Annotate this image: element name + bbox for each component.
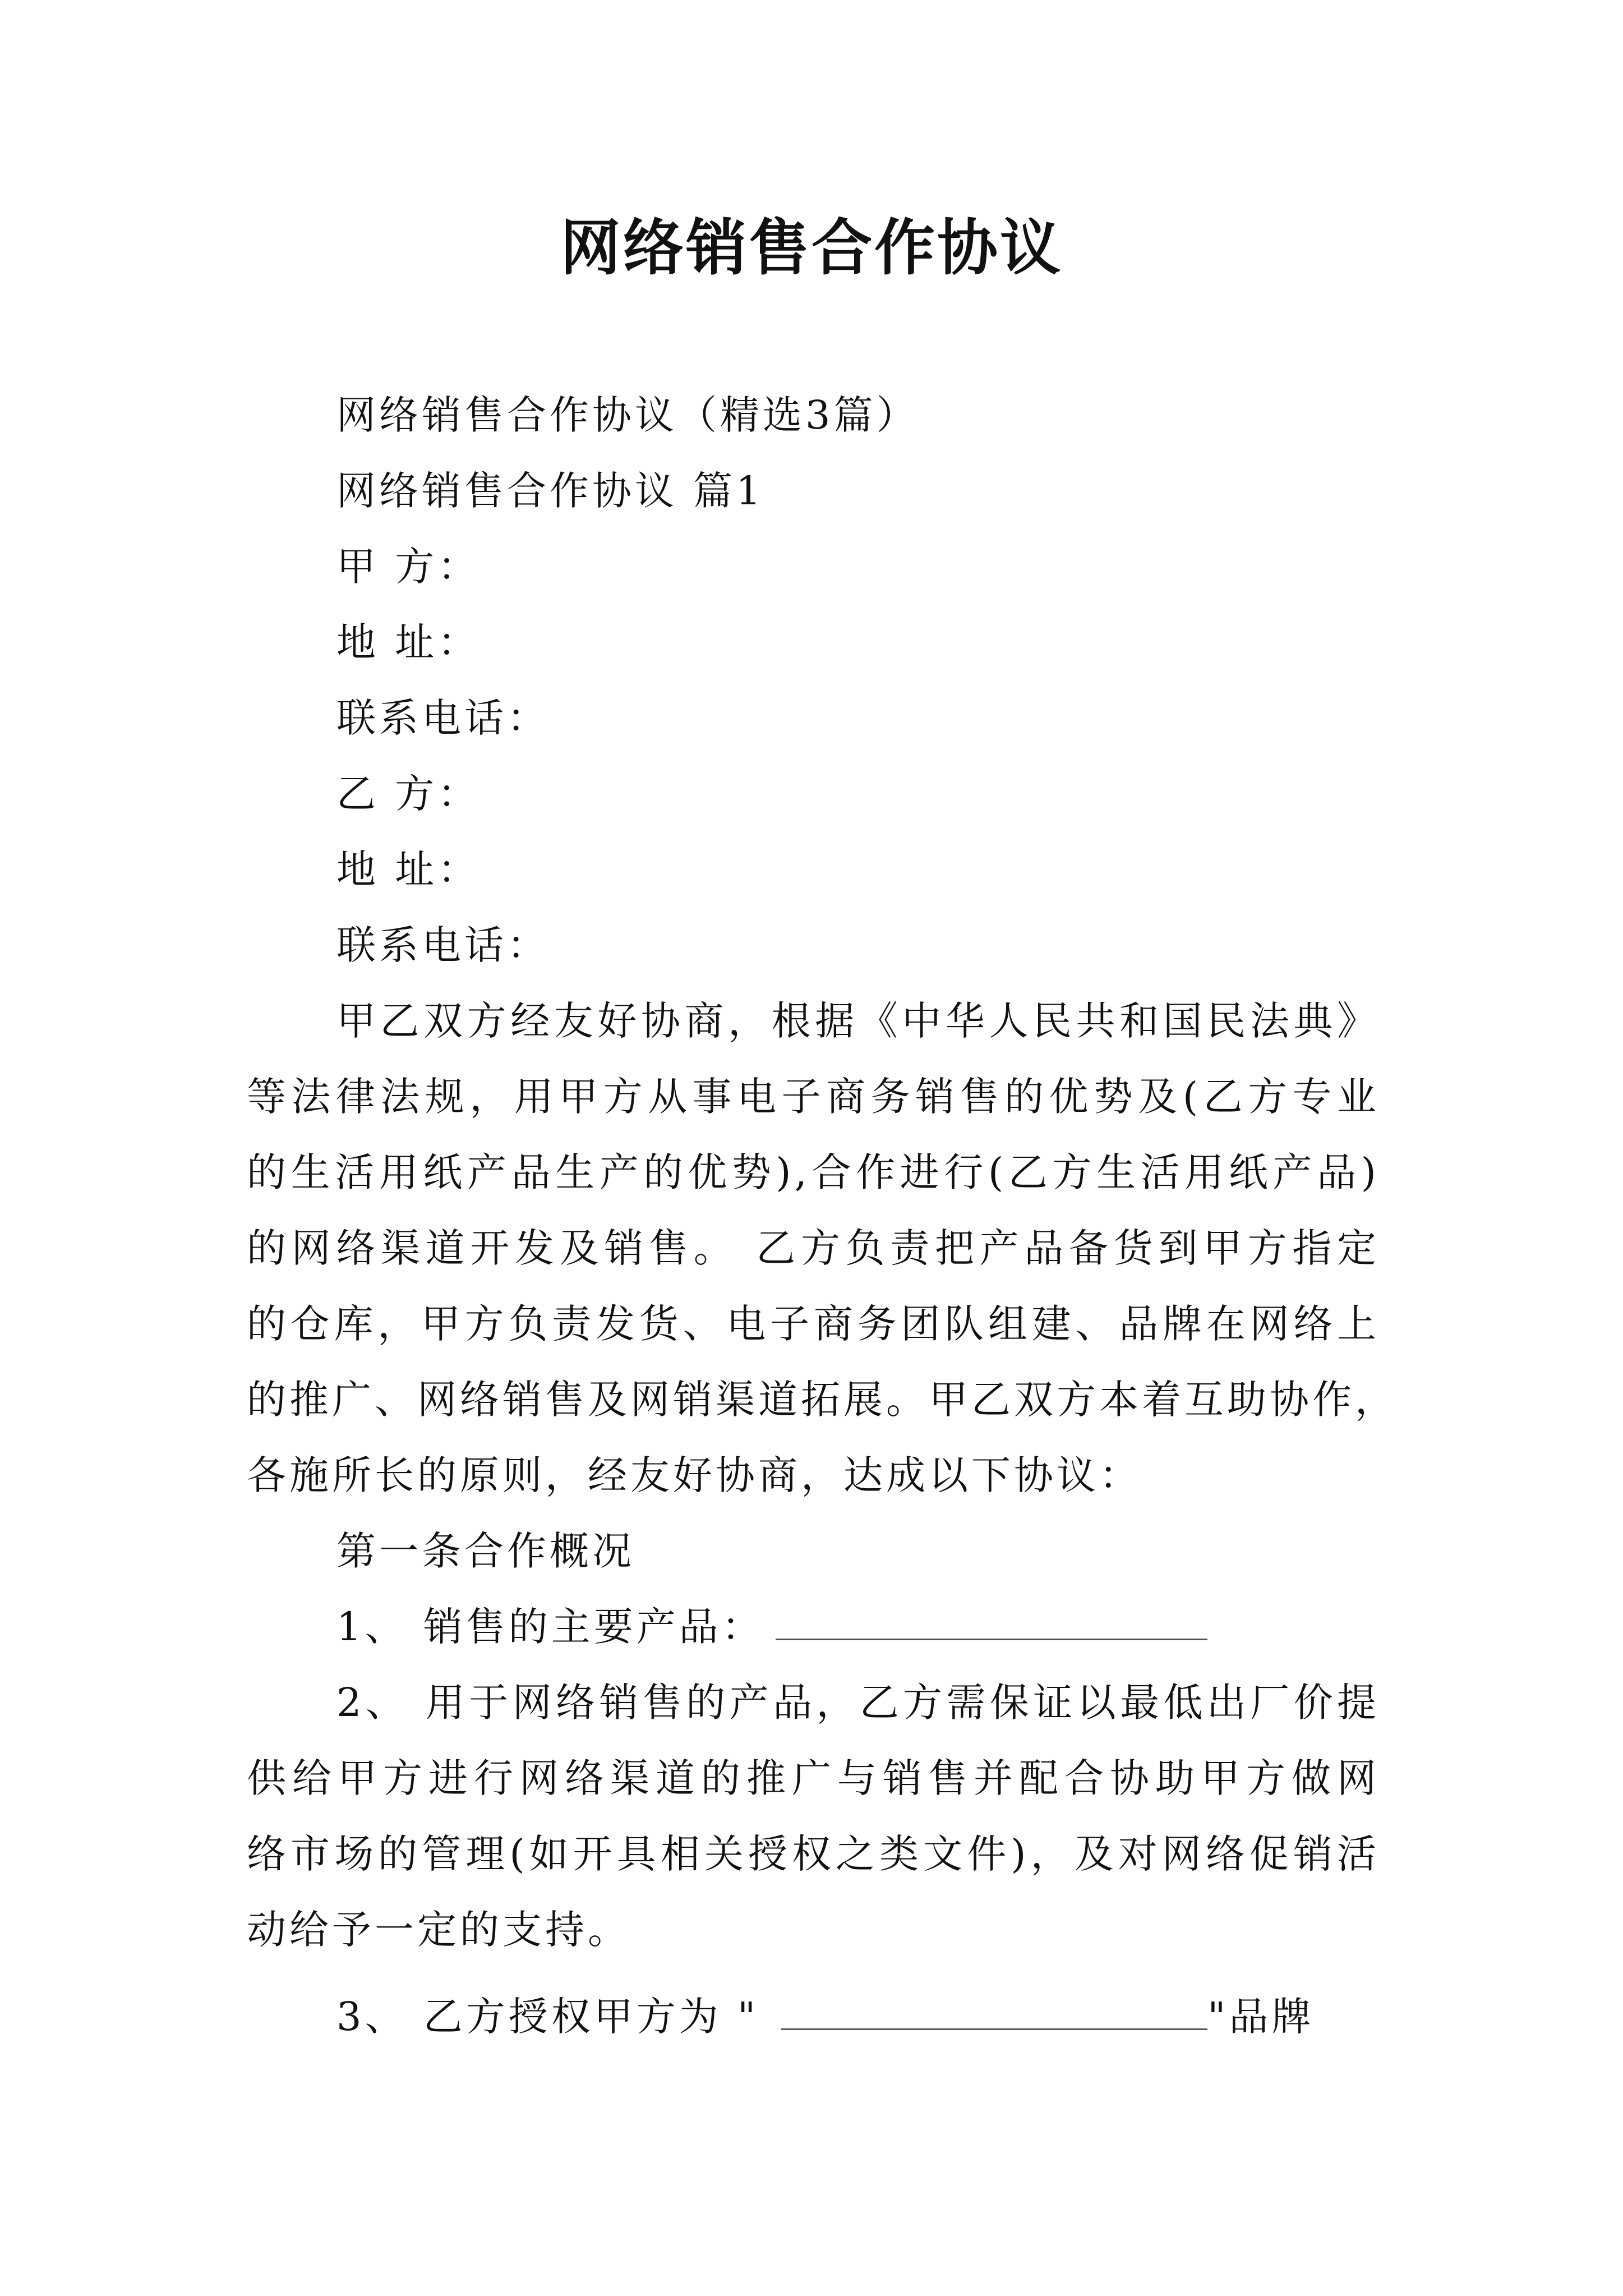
- paragraph-line: 各施所长的原则，经友好协商，达成以下协议：: [247, 1452, 1142, 1498]
- paragraph-line: 等法律法规，用甲方从事电子商务销售的优势及(乙方专业: [247, 1074, 1380, 1120]
- paragraph-line: 的推广、网络销售及网销渠道拓展。甲乙双方本着互助协作，: [247, 1377, 1398, 1423]
- article-heading: 第一条合作概况: [336, 1528, 635, 1574]
- clause-1-text: 1、 销售的主要产品：: [336, 1604, 764, 1650]
- clause-3-text: 3、 乙方授权甲方为 ": [336, 1994, 759, 2040]
- party-a-address-label: 地 址：: [336, 619, 481, 665]
- section-heading: 网络销售合作协议 篇1: [336, 468, 764, 514]
- party-a-phone-label: 联系电话：: [336, 695, 550, 741]
- clause-2-line: 动给予一定的支持。: [247, 1907, 630, 1953]
- clause-3: [336, 1989, 1314, 2045]
- paragraph-line: 的仓库，甲方负责发货、电子商务团队组建、品牌在网络上: [247, 1301, 1380, 1347]
- clause-2-line: 2、 用于网络销售的产品，乙方需保证以最低出厂价提: [336, 1680, 1380, 1726]
- clause-3-suffix: "品牌: [1207, 1994, 1315, 2040]
- clause-2-line: 络市场的管理(如开具相关授权之类文件)，及对网络促销活: [247, 1831, 1380, 1877]
- subtitle-line: 网络销售合作协议（精选3篇）: [336, 392, 919, 438]
- fill-in-blank: [776, 1604, 1207, 1640]
- paragraph-line: 甲乙双方经友好协商，根据《中华人民共和国民法典》: [336, 998, 1380, 1044]
- party-b-phone-label: 联系电话：: [336, 922, 550, 968]
- party-b-address-label: 地 址：: [336, 846, 481, 892]
- party-a-label: 甲 方：: [336, 544, 481, 590]
- party-b-label: 乙 方：: [336, 771, 481, 817]
- document-title: 网络销售合作协议: [560, 213, 1063, 283]
- clause-1: [336, 1599, 1207, 1655]
- clause-2-line: 供给甲方进行网络渠道的推广与销售并配合协助甲方做网: [247, 1755, 1380, 1801]
- paragraph-line: 的网络渠道开发及销售。 乙方负责把产品备货到甲方指定: [247, 1225, 1380, 1271]
- paragraph-line: 的生活用纸产品生产的优势),合作进行(乙方生活用纸产品): [247, 1149, 1380, 1195]
- fill-in-blank: [781, 1994, 1207, 2030]
